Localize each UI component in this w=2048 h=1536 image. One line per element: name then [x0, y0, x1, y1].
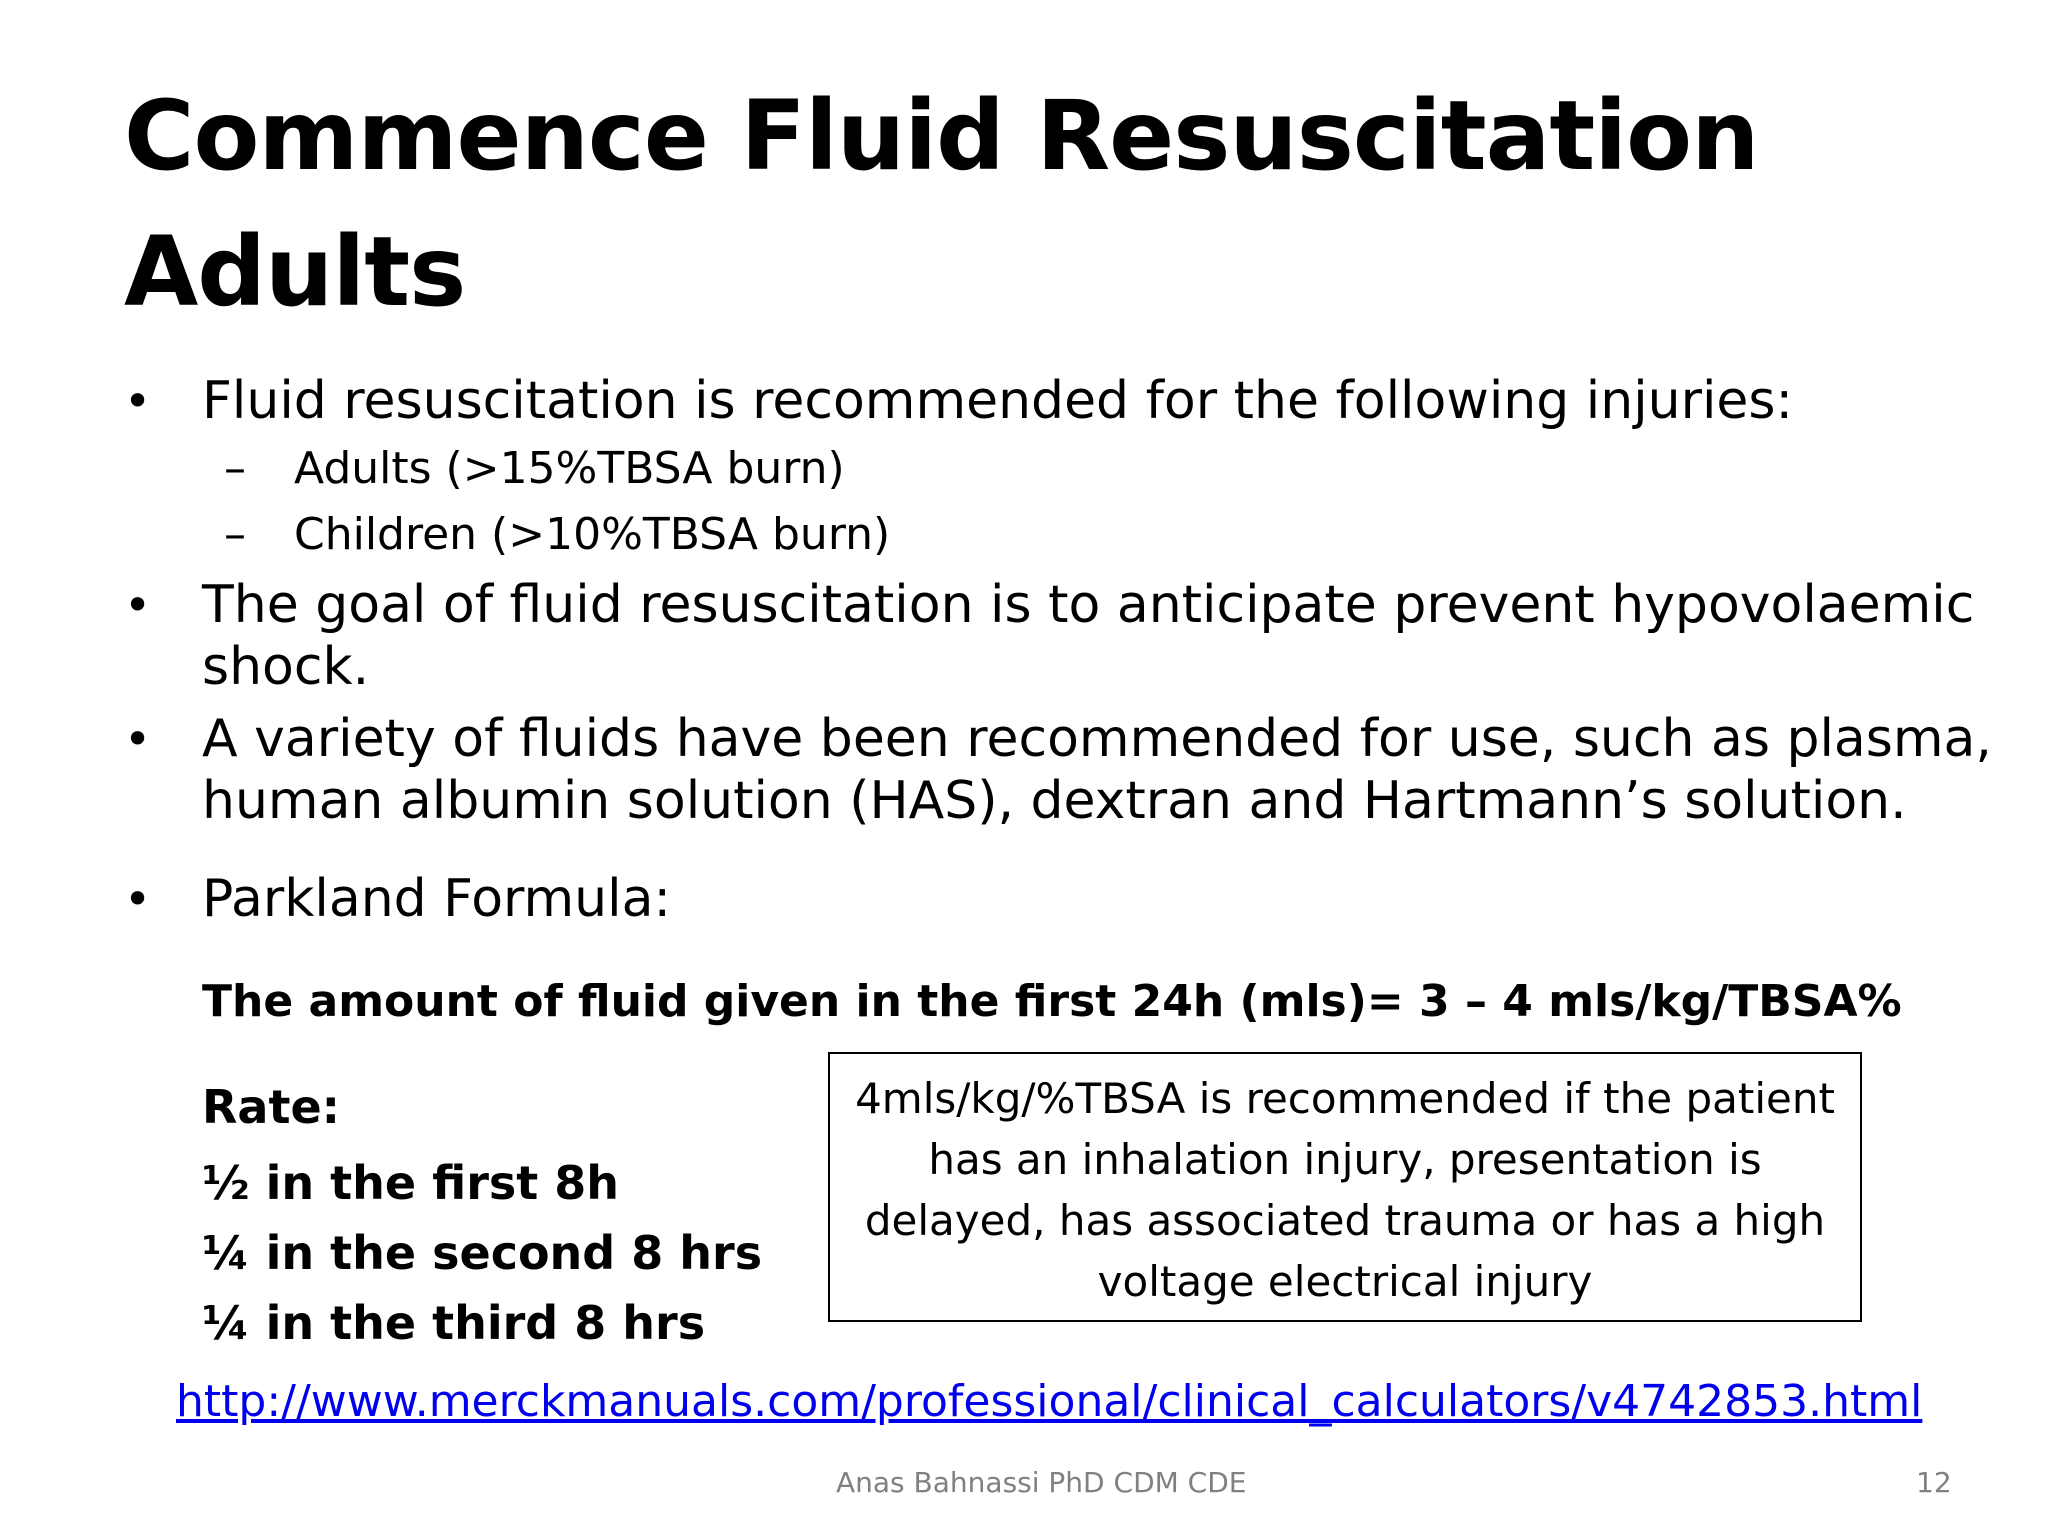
bullet-text: Fluid resuscitation is recommended for the following injuries: [202, 371, 1794, 431]
dash-icon: – [224, 443, 246, 494]
rate-line: ¼ in the third 8 hrs [202, 1296, 706, 1350]
slide-title-line-2: Adults [124, 216, 466, 328]
note-line: voltage electrical injury [1097, 1257, 1593, 1306]
parkland-formula: The amount of fluid given in the first 24h (mls)= 3 – 4 mls/kg/TBSA% [202, 976, 1902, 1027]
note-line: 4mls/kg/%TBSA is recommended if the patient [855, 1074, 1835, 1123]
bullet-text: A variety of fluids have been recommended for use, such as plasma, [202, 709, 1992, 769]
slide-title [124, 68, 1924, 340]
bullet-text: The goal of fluid resuscitation is to anticipate prevent hypovolaemic [202, 575, 1975, 635]
rate-heading: Rate: [202, 1080, 341, 1134]
slide-title-line-1: Commence Fluid Resuscitation [124, 80, 1759, 192]
dash-icon: – [224, 509, 246, 560]
bullet-dot-icon: • [124, 872, 152, 926]
bullet-text: human albumin solution (HAS), dextran and Hartmann’s solution. [202, 771, 1907, 831]
bullet-text: Parkland Formula: [202, 869, 671, 929]
note-line: delayed, has associated trauma or has a high [864, 1196, 1826, 1245]
footer-author: Anas Bahnassi PhD CDM CDE [836, 1466, 1247, 1499]
bullet-dot-icon: • [124, 374, 152, 428]
note-line: has an inhalation injury, presentation is [928, 1135, 1762, 1184]
recommendation-note-box [828, 1052, 1862, 1322]
rate-line: ½ in the first 8h [202, 1156, 620, 1210]
bullet-dot-icon: • [124, 712, 152, 766]
page-number: 12 [1916, 1466, 1952, 1499]
sub-bullet-text: Children (>10%TBSA burn) [294, 509, 891, 560]
merck-calculator-link[interactable]: http://www.merckmanuals.com/professional/clinical_calculators/v4742853.html [176, 1376, 1923, 1427]
bullet-dot-icon: • [124, 578, 152, 632]
rate-line: ¼ in the second 8 hrs [202, 1226, 763, 1280]
sub-bullet-text: Adults (>15%TBSA burn) [294, 443, 845, 494]
bullet-text: shock. [202, 637, 370, 697]
